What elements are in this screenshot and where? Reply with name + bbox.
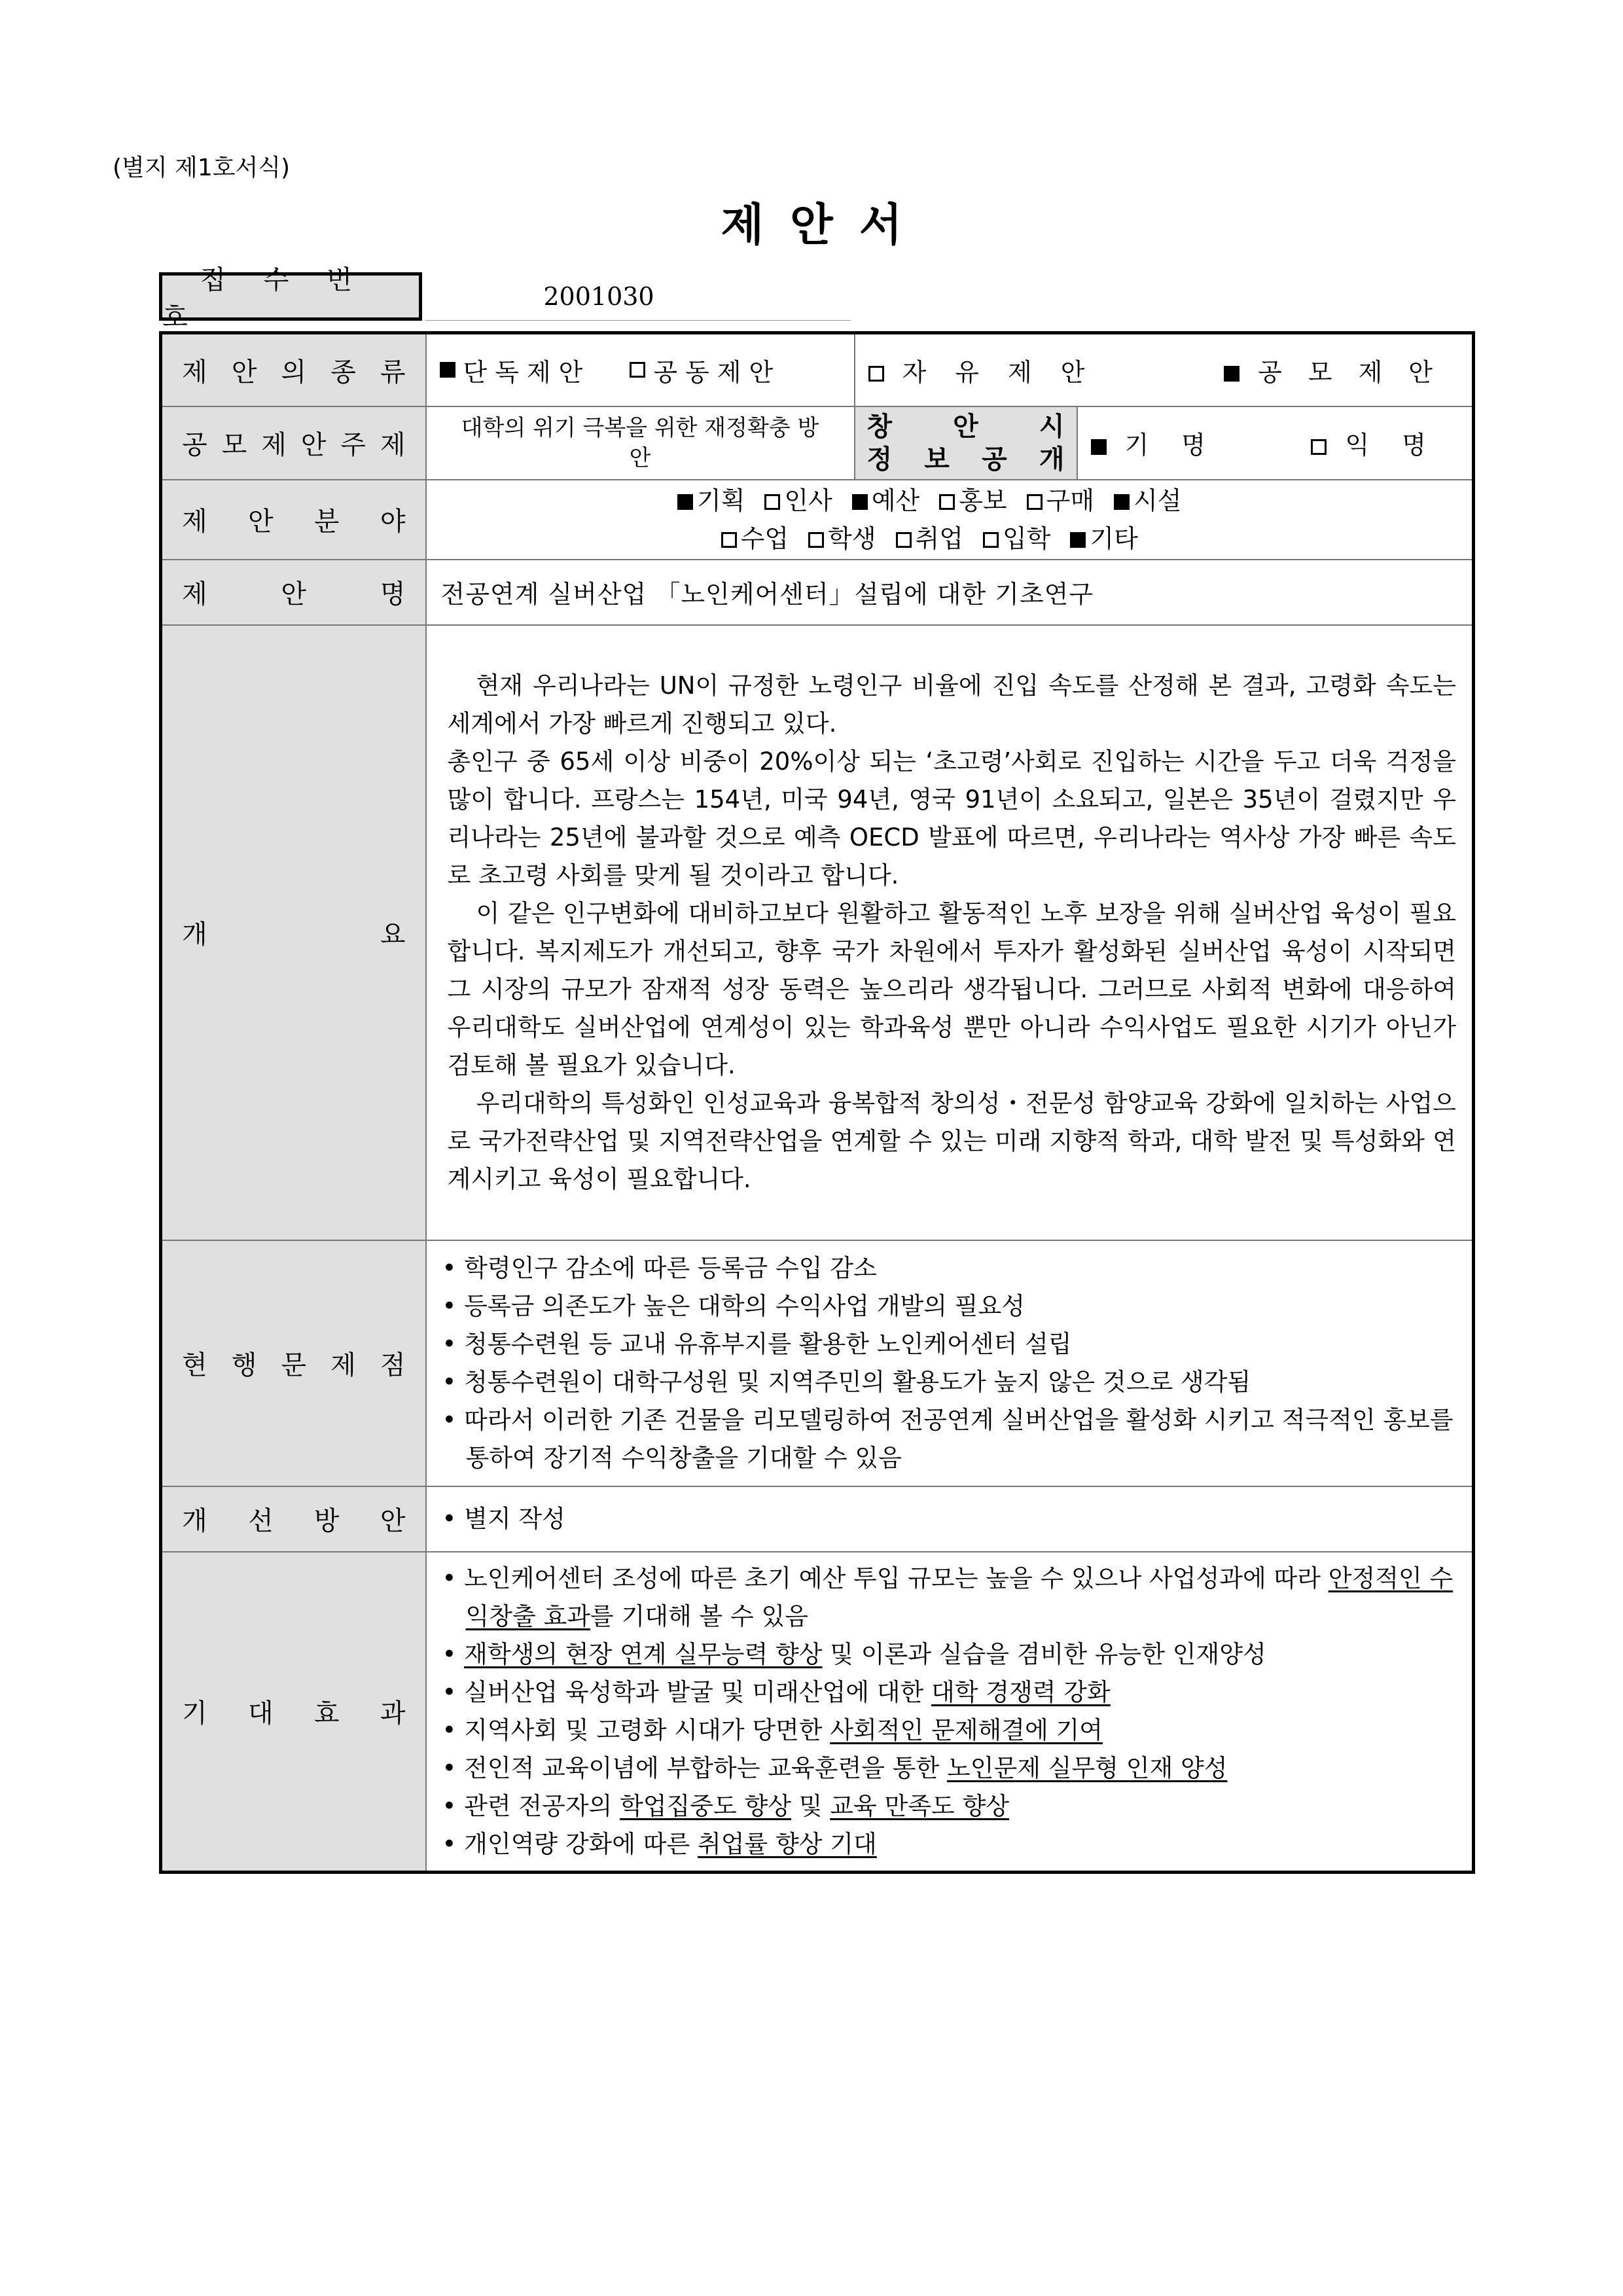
document-title: 제안서 <box>721 200 929 251</box>
field-option-checkbox[interactable] <box>852 494 868 510</box>
row-proposal-name <box>161 560 1474 625</box>
proposal-type-cell-a <box>426 333 855 406</box>
proposal-field-label <box>161 480 426 560</box>
field-option[interactable] <box>677 486 745 515</box>
field-option-checkbox[interactable] <box>1114 494 1130 510</box>
row-overview <box>161 625 1474 1240</box>
field-option-label: 시설 <box>1133 486 1182 515</box>
label-char: 분 <box>313 507 340 537</box>
problem-item: • 따라서 이러한 기존 건물을 리모델링하여 전공연계 실버산업을 활성화 시키고 적극적인 홍보를 통하여 장기적 수익창출을 기대할 수 있음 <box>442 1405 1454 1472</box>
improvement-plan-label-text <box>162 1500 425 1537</box>
proposal-field-options-cell <box>426 480 1474 560</box>
effect-highlight: 취업률 향상 기대 <box>698 1829 877 1858</box>
field-option[interactable] <box>808 524 876 553</box>
label-char: 효 <box>313 1698 340 1729</box>
effect-item: • 전인적 교육이념에 부합하는 교육훈련을 통한 노인문제 실무형 인재 양성 <box>442 1753 1228 1782</box>
effect-highlight: 학업집중도 향상 <box>620 1791 792 1820</box>
problem-item: • 청통수련원이 대학구성원 및 지역주민의 활용도가 높지 않은 것으로 생각됨 <box>442 1367 1251 1396</box>
field-option-checkbox[interactable] <box>1070 532 1086 548</box>
problem-item: • 등록금 의존도가 높은 대학의 수익사업 개발의 필요성 <box>442 1291 1025 1320</box>
proposal-field-line1 <box>427 482 1472 520</box>
field-option-label: 구매 <box>1046 486 1095 515</box>
label-char: 안 <box>380 1506 406 1536</box>
proposal-name-value: 전공연계 실버산업 「노인케어센터」설립에 대한 기초연구 <box>440 580 1094 609</box>
label-char: 제 <box>182 507 207 537</box>
improvement-item: • 별지 작성 <box>442 1504 565 1533</box>
disclosure-label <box>855 406 1077 480</box>
receipt-number-label: 접수번호 <box>159 272 422 321</box>
field-option-label: 취업 <box>915 524 963 553</box>
option-named: 기명 <box>1124 431 1239 459</box>
option-free-proposal: 자유제안 <box>902 357 1114 387</box>
label-char: 시 <box>1039 411 1065 442</box>
field-option-label: 기타 <box>1090 524 1138 553</box>
overview-paragraph: 현재 우리나라는 UN이 규정한 노령인구 비율에 진입 속도를 산정해 본 결과, 고령화 속도는 세계에서 가장 빠르게 진행되고 있다. <box>447 671 1456 738</box>
field-option[interactable] <box>983 524 1050 553</box>
label-char: 안 <box>231 357 257 387</box>
disclosure-options-cell <box>1077 406 1474 480</box>
current-problems-cell <box>426 1240 1474 1486</box>
label-char: 공 <box>182 430 207 460</box>
problem-item: • 학령인구 감소에 따른 등록금 수입 감소 <box>442 1253 877 1282</box>
label-char: 보 <box>924 444 950 475</box>
label-char: 기 <box>182 1698 207 1729</box>
effect-item: • 노인케어센터 조성에 따른 초기 예산 투입 규모는 높을 수 있으나 사업성과에 따라 안정적인 수익창출 효과를 기대해 볼 수 있음 <box>442 1564 1454 1630</box>
field-option[interactable] <box>939 486 1007 515</box>
option-contest-proposal: 공모제안 <box>1258 357 1459 387</box>
label-char: 안 <box>281 579 307 609</box>
label-char: 안 <box>300 430 327 460</box>
disclosure-label-line2 <box>855 443 1077 476</box>
label-char: 제 <box>261 430 287 460</box>
proposal-name-cell <box>426 560 1474 625</box>
field-option-label: 홍보 <box>959 486 1007 515</box>
effect-highlight: 안정적인 수익창출 효과 <box>465 1564 1454 1630</box>
label-char: 의 <box>281 357 307 387</box>
proposal-name-label-text <box>162 573 425 611</box>
overview-paragraph: 우리대학의 특성화인 인성교육과 융복합적 창의성・전문성 함양교육 강화에 일치하는 사업으로 국가전략산업 및 지역전략산업을 연계할 수 있는 미래 지향적 학과, 대학 발전 및 특성화와 연계시키고 육성이 필요합니다. <box>447 1088 1456 1193</box>
label-char: 제 <box>380 430 406 460</box>
current-problems-list <box>427 1244 1472 1482</box>
label-char: 안 <box>247 507 274 537</box>
field-option-label: 학생 <box>828 524 876 553</box>
proposal-field-line2 <box>427 520 1472 558</box>
label-char: 현 <box>182 1350 207 1380</box>
field-option-label: 입학 <box>1002 524 1051 553</box>
proposal-type-label-text <box>162 351 425 389</box>
form-label: (별지 제1호서식) <box>113 154 291 181</box>
proposal-name-label <box>161 560 426 625</box>
label-char: 개 <box>182 920 207 950</box>
field-option[interactable] <box>852 486 919 515</box>
field-option[interactable] <box>896 524 963 553</box>
label-char: 류 <box>380 357 406 387</box>
label-char: 야 <box>380 507 406 537</box>
expected-effects-label-text <box>162 1693 425 1730</box>
proposal-field-label-text <box>162 501 425 538</box>
contest-topic-label-text <box>162 424 425 461</box>
label-char: 과 <box>380 1698 406 1729</box>
label-char: 문 <box>281 1350 307 1380</box>
effect-highlight: 대학 경쟁력 강화 <box>931 1677 1111 1706</box>
effect-highlight: 사회적인 문제해결에 기여 <box>830 1715 1103 1744</box>
effect-item: • 지역사회 및 고령화 시대가 당면한 사회적인 문제해결에 기여 <box>442 1715 1103 1744</box>
checkbox-named[interactable] <box>1091 439 1107 455</box>
overview-paragraphs <box>427 664 1472 1201</box>
label-char: 개 <box>1039 444 1065 475</box>
contest-topic-value: 대학의 위기 극복을 위한 재정확충 방안 <box>461 414 819 471</box>
option-anonymous: 익명 <box>1345 431 1459 459</box>
field-option-checkbox[interactable] <box>1027 494 1043 510</box>
field-option-label: 인사 <box>784 486 832 515</box>
field-option[interactable] <box>1027 486 1094 515</box>
row-contest-topic <box>161 406 1474 480</box>
proposal-form-table <box>159 331 1475 1874</box>
problem-item: • 청통수련원 등 교내 유휴부지를 활용한 노인케어센터 설립 <box>442 1329 1072 1358</box>
checkbox-solo-proposal[interactable] <box>440 362 455 378</box>
effect-item: • 개인역량 강화에 따른 취업률 향상 기대 <box>442 1829 877 1858</box>
current-problems-label <box>161 1240 426 1486</box>
expected-effects-label <box>161 1552 426 1873</box>
row-improvement-plan <box>161 1486 1474 1552</box>
overview-label <box>161 625 426 1240</box>
label-char: 선 <box>247 1506 274 1536</box>
row-proposal-field <box>161 480 1474 560</box>
label-char: 제 <box>182 579 207 609</box>
option-solo-proposal: 단독제안 <box>463 357 591 387</box>
contest-topic-label <box>161 406 426 480</box>
expected-effects-list <box>427 1554 1472 1869</box>
option-joint-proposal: 공동제안 <box>653 357 781 387</box>
label-char: 모 <box>221 430 247 460</box>
field-option-checkbox[interactable] <box>896 532 912 548</box>
label-char: 주 <box>340 430 366 460</box>
label-char: 공 <box>982 444 1007 475</box>
label-char: 제 <box>330 1350 356 1380</box>
checkbox-contest-proposal[interactable] <box>1224 366 1240 382</box>
proposal-type-cell-b <box>855 333 1474 406</box>
field-option[interactable] <box>1114 486 1181 515</box>
field-option-checkbox[interactable] <box>764 494 780 510</box>
improvement-plan-list <box>427 1495 1472 1543</box>
label-char: 제 <box>182 357 207 387</box>
label-char: 대 <box>247 1698 274 1729</box>
label-char: 점 <box>380 1350 406 1380</box>
receipt-number-value: 2001030 <box>425 272 851 321</box>
row-proposal-type <box>161 333 1474 406</box>
field-option-checkbox[interactable] <box>677 494 693 510</box>
contest-topic-value-cell <box>426 406 855 480</box>
proposal-type-label <box>161 333 426 406</box>
field-option-checkbox[interactable] <box>808 532 824 548</box>
overview-cell <box>426 625 1474 1240</box>
label-char: 요 <box>380 920 406 950</box>
field-option-checkbox[interactable] <box>939 494 955 510</box>
checkbox-joint-proposal[interactable] <box>630 362 645 378</box>
improvement-plan-cell <box>426 1486 1474 1552</box>
field-option[interactable] <box>1070 524 1137 553</box>
row-current-problems <box>161 1240 1474 1486</box>
label-char: 명 <box>380 579 406 609</box>
effect-highlight: 재학생의 현장 연계 실무능력 향상 <box>464 1640 823 1668</box>
field-option-label: 수업 <box>740 524 789 553</box>
overview-paragraph: 이 같은 인구변화에 대비하고보다 원활하고 활동적인 노후 보장을 위해 실버산업 육성이 필요합니다. 복지제도가 개선되고, 향후 국가 차원에서 투자가 활성화된 실버산업 육성이 시작되면 그 시장의 규모가 잠재적 성장 동력은 높으리라 생각됩니다. 그러므로 사회적 변화에 대응하여 우리대학도 실버산업에 연계성이 있는 학과육성 뿐만 아니라 수익사업도 필요한 시기가 아닌가 검토해 볼 필요가 있습니다. <box>447 899 1456 1079</box>
label-char: 정 <box>866 444 893 475</box>
field-option-checkbox[interactable] <box>721 532 737 548</box>
field-option[interactable] <box>721 524 789 553</box>
overview-label-text <box>162 914 425 951</box>
field-option-checkbox[interactable] <box>983 532 999 548</box>
overview-paragraph: 총인구 중 65세 이상 비중이 20%이상 되는 ‘초고령’사회로 진입하는 시간을 두고 더욱 걱정을 많이 합니다. 프랑스는 154년, 미국 94년, 영국 91년이 소요되고, 일본은 35년이 걸렸지만 우리나라는 25년에 불과할 것으로 예측 OECD 발표에 따르면, 우리나라는 역사상 가장 빠른 속도로 초고령 사회를 맞게 될 것이라고 합니다. <box>447 747 1456 889</box>
improvement-plan-label <box>161 1486 426 1552</box>
expected-effects-cell <box>426 1552 1474 1873</box>
field-option[interactable] <box>764 486 832 515</box>
effect-highlight: 노인문제 실무형 인재 양성 <box>947 1753 1228 1782</box>
disclosure-label-line1 <box>855 410 1077 443</box>
label-char: 개 <box>182 1506 207 1536</box>
label-char: 종 <box>330 357 356 387</box>
effect-item: • 관련 전공자의 학업집중도 향상 및 교육 만족도 향상 <box>442 1791 1010 1820</box>
checkbox-anonymous[interactable] <box>1311 439 1327 455</box>
field-option-label: 예산 <box>871 486 920 515</box>
field-option-label: 기획 <box>696 486 745 515</box>
row-expected-effects <box>161 1552 1474 1873</box>
label-char: 창 <box>866 411 893 442</box>
effect-item: • 실버산업 육성학과 발굴 및 미래산업에 대한 대학 경쟁력 강화 <box>442 1677 1111 1706</box>
label-char: 행 <box>231 1350 257 1380</box>
effect-item: • 재학생의 현장 연계 실무능력 향상 및 이론과 실습을 겸비한 유능한 인재양성 <box>442 1640 1266 1668</box>
effect-highlight: 교육 만족도 향상 <box>830 1791 1010 1820</box>
label-char: 안 <box>953 411 978 442</box>
label-char: 방 <box>313 1506 340 1536</box>
current-problems-label-text <box>162 1344 425 1382</box>
checkbox-free-proposal[interactable] <box>868 366 884 382</box>
